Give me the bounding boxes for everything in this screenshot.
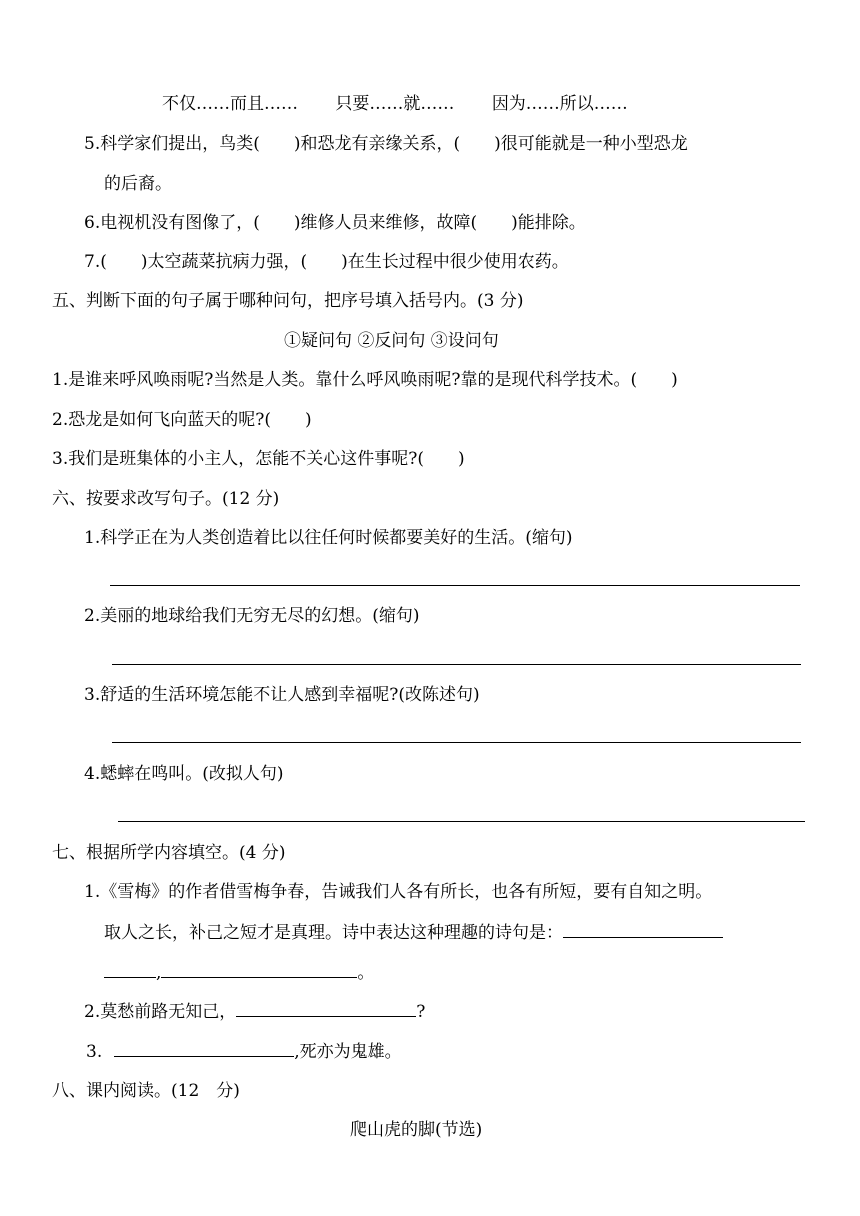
- answer-line-6-3[interactable]: [112, 742, 801, 743]
- section-6-heading: 六、按要求改写句子。(12 分): [52, 489, 280, 509]
- answer-line-6-1[interactable]: [110, 585, 800, 586]
- question-6-3: 3.舒适的生活环境怎能不让人感到幸福呢?(改陈述句): [84, 685, 480, 705]
- question-6-1: 1.科学正在为人类创造着比以往任何时候都要美好的生活。(缩句): [84, 528, 573, 548]
- question-6-2: 2.美丽的地球给我们无穷无尽的幻想。(缩句): [84, 606, 420, 626]
- question-5-3: 3.我们是班集体的小主人，怎能不关心这件事呢?( ): [52, 449, 465, 469]
- question-7-1-prompt: 取人之长，补己之短才是真理。诗中表达这种理趣的诗句是：: [104, 923, 563, 943]
- blank-7-1-a[interactable]: [563, 921, 723, 938]
- period: 。: [357, 963, 375, 983]
- question-mark: ?: [416, 1002, 426, 1022]
- question-4-5-line1: 5.科学家们提出，鸟类( )和恐龙有亲缘关系，( )很可能就是一种小型恐龙: [84, 134, 688, 154]
- section-8-heading: 八、课内阅读。(12 分): [52, 1081, 240, 1101]
- question-4-6: 6.电视机没有图像了，( )维修人员来维修，故障( )能排除。: [84, 213, 586, 233]
- blank-7-1-c[interactable]: [161, 961, 357, 978]
- question-7-3: [86, 1040, 402, 1063]
- answer-line-6-2[interactable]: [112, 664, 801, 665]
- blank-7-1-b[interactable]: [104, 961, 156, 978]
- question-7-3-text: ,死亦为鬼雄。: [294, 1042, 402, 1062]
- question-6-4: 4.蟋蟀在鸣叫。(改拟人句): [84, 764, 284, 784]
- question-7-2-text: 2.莫愁前路无知己，: [84, 1002, 237, 1022]
- question-7-1-line3: [104, 961, 374, 984]
- reading-title: 爬山虎的脚(节选): [350, 1120, 483, 1140]
- blank-7-3[interactable]: [114, 1040, 294, 1057]
- conjunction-options: [162, 93, 628, 115]
- section-5-options: ①疑问句 ②反问句 ③设问句: [284, 331, 499, 351]
- section-5-heading: 五、判断下面的句子属于哪种问句，把序号填入括号内。(3 分): [52, 291, 524, 311]
- conjunction-2: 只要……就……: [335, 94, 455, 114]
- blank-7-2[interactable]: [236, 1000, 416, 1017]
- conjunction-1: 不仅……而且……: [162, 94, 298, 114]
- question-7-1-line1: 1.《雪梅》的作者借雪梅争春，告诫我们人各有所长，也各有所短，要有自知之明。: [84, 882, 713, 902]
- answer-line-6-4[interactable]: [118, 821, 805, 822]
- section-7-heading: 七、根据所学内容填空。(4 分): [52, 843, 286, 863]
- comma: ,: [156, 963, 162, 983]
- question-5-2: 2.恐龙是如何飞向蓝天的呢?( ): [52, 410, 312, 430]
- conjunction-3: 因为……所以……: [491, 94, 628, 114]
- question-4-7: 7.( )太空蔬菜抗病力强，( )在生长过程中很少使用农药。: [84, 252, 569, 272]
- question-5-1: 1.是谁来呼风唤雨呢?当然是人类。靠什么呼风唤雨呢?靠的是现代科学技术。( ): [52, 370, 678, 390]
- question-7-3-number: 3.: [86, 1042, 103, 1062]
- question-7-1-line2: [104, 921, 723, 944]
- question-4-5-line2: 的后裔。: [104, 174, 172, 194]
- question-7-2: [84, 1000, 425, 1023]
